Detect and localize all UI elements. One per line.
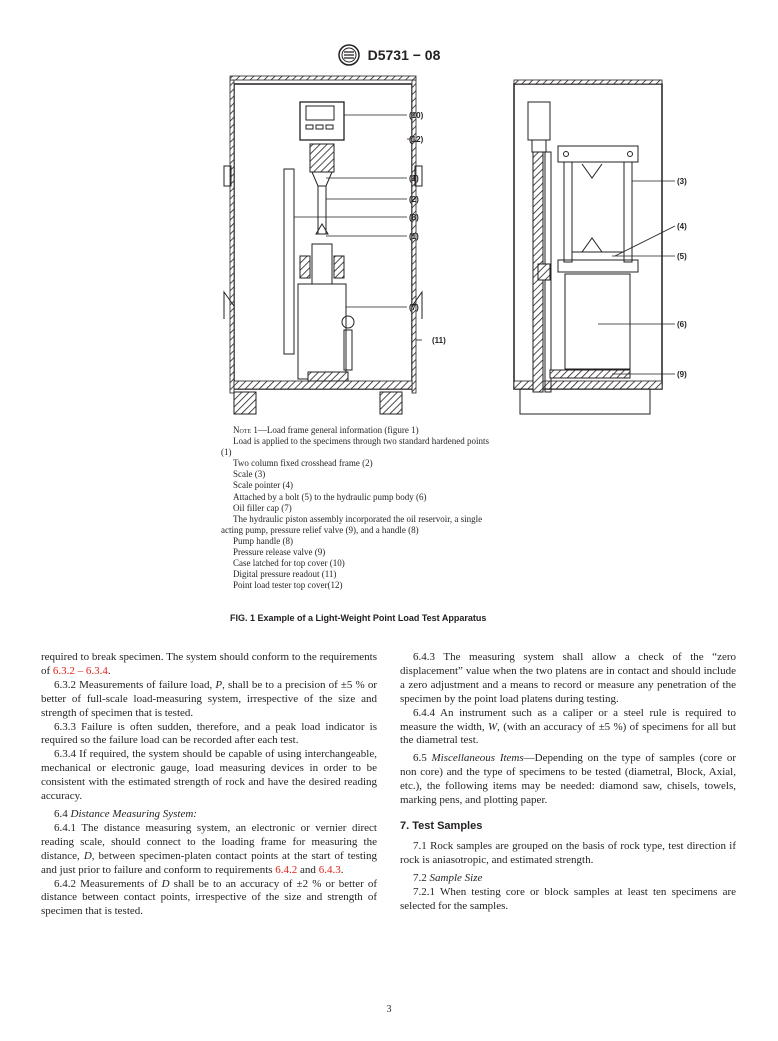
page-number: 3 [386, 1004, 392, 1015]
note-line: Attached by a bolt (5) to the hydraulic pump body (6) [233, 491, 427, 502]
paragraph-6-3-3: 6.3.3 Failure is often sudden, therefore, and a peak load indicator is required so the failure load can be recorded after each test. [41, 720, 377, 747]
paragraph-7-2: 7.2 Sample Size [413, 871, 483, 884]
note-line: Two column fixed crosshead frame (2) [233, 458, 373, 469]
note-line: (1) [221, 447, 232, 458]
callout-6: (6) [677, 320, 687, 329]
figure-caption: FIG. 1 Example of a Light-Weight Point Load Test Apparatus [230, 613, 487, 623]
section-link[interactable]: 6.4.2 [275, 863, 298, 876]
right-apparatus [514, 80, 662, 414]
callout-12: (12) [409, 135, 424, 144]
callout-10: (10) [409, 111, 424, 120]
callout-11: (11) [432, 336, 446, 345]
paragraph-6-4-3: 6.4.3 The measuring system shall allow a check of the “zero displacement” value when the two platens are in contact and should include a zero adjustment and a means to record or measure any penetration of the specimen by the point load platens during testing. [400, 651, 736, 705]
paragraph-7-1: 7.1 Rock samples are grouped on the basis of rock type, test direction if rock is aniasotropic, and estimated strength. [400, 839, 736, 866]
section-heading: 7. Test Samples [400, 819, 483, 832]
paragraph-7-2-1: 7.2.1 When testing core or block samples at least ten specimens are selected for the samples. [400, 885, 736, 912]
left-apparatus [224, 76, 422, 414]
paragraph: required to break specimen. The system should conform to the requirements of 6.3.2 – 6.3.4. [41, 651, 377, 677]
note-line: Pump handle (8) [233, 535, 293, 546]
note-line: Load is applied to the specimens through two standard hardened points [233, 436, 489, 447]
right-callout-lines [598, 181, 675, 374]
callout-9: (9) [677, 370, 687, 379]
callout-5: (5) [677, 252, 687, 261]
note-line: Scale pointer (4) [233, 480, 293, 491]
left-column [41, 651, 377, 919]
note-line: acting pump, pressure relief valve (9), and a handle (8) [221, 524, 419, 535]
note-line: Case latched for top cover (10) [233, 558, 345, 569]
paragraph-6-4-2: 6.4.2 Measurements of D shall be to an accuracy of ±2 % or better of distance between contact points, irrespective of the size and strength of specimen that is tested. [41, 877, 378, 918]
callout-1-bottom: (1) [409, 232, 419, 241]
callout-2: (2) [409, 195, 419, 204]
paragraph-6-4-1: 6.4.1 The distance measuring system, an electronic or vernier direct reading scale, should connect to the loading frame for measuring the distance, D, between specimen-platen contact points at the start of testing and just prior to failure and conform to requirements 6.4.2 and 6.4.3. [41, 821, 377, 876]
callout-3: (3) [677, 177, 687, 186]
note-line: Point load tester top cover(12) [233, 580, 343, 591]
paragraph-6-5: 6.5 Miscellaneous Items—Depending on the type of samples (core or non core) and the type of specimens to be tested (diametral, Block, Axial, etc.), the following items may be needed: diamond saw, chisels, towels, marking pens, and plotting paper. [400, 752, 737, 807]
paragraph-6-4-4: 6.4.4 An instrument such as a caliper or a steel rule is required to measure the width, W, (with an accuracy of ±5 %) of specimens for all but the diametral test. [400, 706, 736, 747]
page-header [0, 44, 778, 66]
note-line: Scale (3) [233, 469, 266, 480]
note-line: Pressure release valve (9) [233, 547, 326, 558]
document-id: D5731 − 08 [367, 47, 441, 63]
callout-7: (7) [409, 303, 419, 312]
callout-8: (8) [409, 213, 419, 222]
right-callout-labels [677, 177, 687, 379]
paragraph-6-3-4: 6.3.4 If required, the system should be capable of using interchangeable, mechanical or electronic gauge, load measuring devices in order to be consistent with the estimated strength of rock and have the desired reading accuracy. [41, 748, 377, 803]
astm-logo-icon [338, 44, 360, 66]
figure-apparatus-diagram [220, 74, 700, 419]
note-line: Oil filler cap (7) [233, 502, 292, 513]
callout-4: (4) [677, 222, 687, 231]
figure-notes [221, 425, 561, 591]
section-link[interactable]: 6.3.2 – 6.3.4 [52, 664, 108, 677]
paragraph-6-3-2: 6.3.2 Measurements of failure load, P, shall be to a precision of ±5 % or better of full-scale load-measuring system, irrespective of the size and strength of specimen that is tested. [41, 678, 377, 719]
callout-1-top: (1) [409, 174, 419, 183]
paragraph-6-4: 6.4 Distance Measuring System: [54, 807, 197, 820]
note-1: Note 1—Load frame general information (figure 1) [233, 425, 419, 435]
note-line: The hydraulic piston assembly incorporated the oil reservoir, a single [233, 513, 483, 524]
right-column [400, 651, 736, 913]
section-link[interactable]: 6.4.3 [318, 863, 341, 876]
note-line: Digital pressure readout (11) [233, 569, 337, 580]
